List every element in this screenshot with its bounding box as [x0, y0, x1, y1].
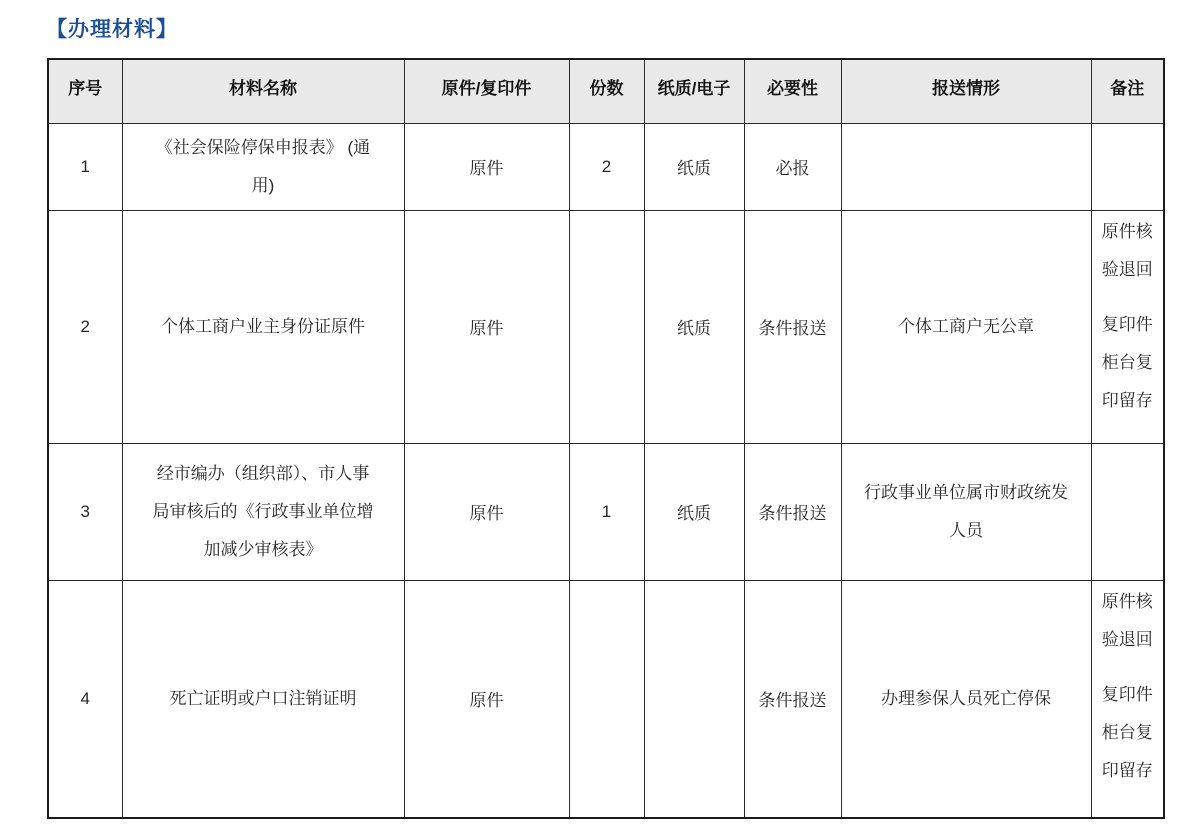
cell-name: 个体工商户业主身份证原件: [122, 210, 404, 443]
cell-original: 原件: [404, 210, 569, 443]
cell-situation: 办理参保人员死亡停保: [841, 580, 1091, 818]
cell-copies: 2: [569, 123, 644, 210]
remark-line: 原件核验退回: [1101, 221, 1153, 279]
cell-medium: 纸质: [644, 210, 744, 443]
cell-copies: 1: [569, 443, 644, 580]
cell-original: 原件: [404, 123, 569, 210]
table-row: [48, 210, 1164, 443]
cell-name: 死亡证明或户口注销证明: [122, 580, 404, 818]
header-cell-remark: 备注: [1091, 59, 1164, 123]
cell-seq: 1: [48, 123, 122, 210]
section-title: 【办理材料】: [46, 18, 178, 41]
cell-remark: [1091, 210, 1164, 443]
header-cell-name: 材料名称: [122, 59, 404, 123]
materials-table: [47, 58, 1165, 819]
remark-line: 复印件柜台复印留存: [1101, 314, 1153, 410]
cell-copies: [569, 580, 644, 818]
cell-situation: 行政事业单位属市财政统发人员: [841, 443, 1091, 580]
cell-remark: [1091, 123, 1164, 210]
cell-medium: [644, 580, 744, 818]
cell-situation: 个体工商户无公章: [841, 210, 1091, 443]
table-row: [48, 580, 1164, 818]
cell-necessity: 条件报送: [744, 580, 841, 818]
header-cell-situation: 报送情形: [841, 59, 1091, 123]
cell-necessity: 条件报送: [744, 443, 841, 580]
table-row: [48, 443, 1164, 580]
remark-line: 复印件柜台复印留存: [1101, 684, 1153, 780]
cell-remark: [1091, 443, 1164, 580]
cell-seq: 3: [48, 443, 122, 580]
cell-original: 原件: [404, 580, 569, 818]
cell-necessity: 必报: [744, 123, 841, 210]
header-cell-medium: 纸质/电子: [644, 59, 744, 123]
cell-copies: [569, 210, 644, 443]
cell-name: 经市编办（组织部）、市人事局审核后的《行政事业单位增加减少审核表》: [122, 443, 404, 580]
header-cell-seq: 序号: [48, 59, 122, 123]
cell-seq: 4: [48, 580, 122, 818]
header-cell-necessity: 必要性: [744, 59, 841, 123]
header-cell-original: 原件/复印件: [404, 59, 569, 123]
cell-situation: [841, 123, 1091, 210]
cell-remark: [1091, 580, 1164, 818]
cell-seq: 2: [48, 210, 122, 443]
cell-medium: 纸质: [644, 443, 744, 580]
remark-line: 原件核验退回: [1101, 591, 1153, 649]
table-header-row: [48, 59, 1164, 123]
cell-medium: 纸质: [644, 123, 744, 210]
cell-original: 原件: [404, 443, 569, 580]
header-cell-copies: 份数: [569, 59, 644, 123]
table-row: [48, 123, 1164, 210]
cell-name: 《社会保险停保申报表》 (通用): [122, 123, 404, 210]
cell-necessity: 条件报送: [744, 210, 841, 443]
